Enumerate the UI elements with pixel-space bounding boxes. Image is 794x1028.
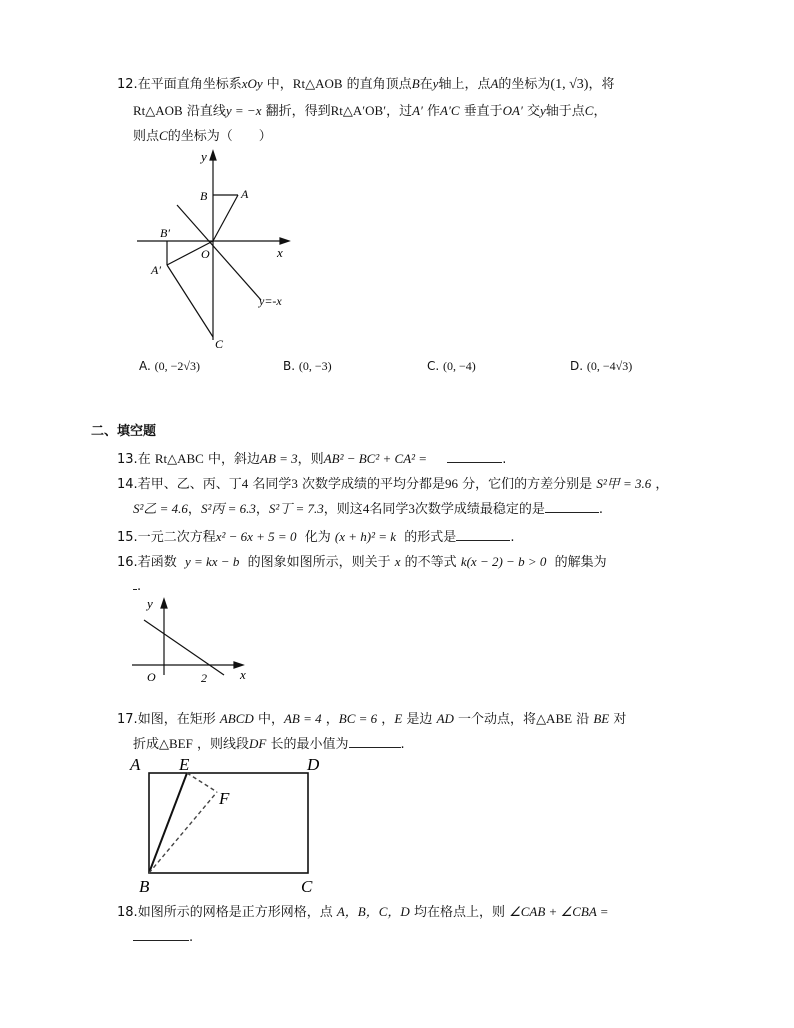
q15: 15.一元二次方程x² − 6x + 5 = 0 化为 (x + h)² = k 的形式是 . [117, 529, 515, 545]
q17-line1: 17.如图，在矩形 ABCD 中，AB = 4 ，BC = 6 ，E 是边 AD 一个动点，将△ABE 沿 BE 对 [117, 711, 627, 727]
q12-label-O: O [201, 247, 210, 261]
q16-figure [128, 593, 253, 688]
q12-label-A: A [241, 187, 249, 201]
q12-option-a[interactable]: A. (0, −2√3) [139, 359, 200, 373]
q12-line-y-neg-x [177, 205, 261, 300]
q18-line1: 18.如图所示的网格是正方形网格，点 A，B，C，D 均在格点上，则 ∠CAB + ∠CBA = [117, 904, 609, 920]
q12-number: 12. [117, 77, 138, 92]
q14-line1: 14.若甲、乙、丙、丁4 名同学3 次数学成绩的平均分都是96 分，它们的方差分别是 S²甲 = 3.6 ， [117, 476, 669, 492]
q16-label-y: y [147, 596, 153, 611]
q12-label-Ap: A′ [151, 263, 161, 277]
q12-label-B: B [200, 189, 208, 203]
q12-segment-Ap-C [167, 265, 213, 337]
q17-segment-BE [149, 773, 187, 873]
q12-label-Bp: B′ [160, 226, 170, 240]
q12-x-arrow [280, 238, 289, 244]
q17-label-C: C [301, 877, 313, 896]
q12-label-line: y=-x [259, 294, 282, 308]
q12-label-y: y [201, 149, 207, 164]
q13-answer-blank[interactable] [447, 450, 502, 463]
q18-line2: . [133, 928, 193, 947]
q16-y-arrow [161, 599, 167, 608]
q18-answer-blank[interactable] [133, 928, 189, 941]
q16: 16.若函数 y = kx − b 的图象如图所示，则关于 x 的不等式 k(x − 2) − b > 0 的解集为 [117, 554, 607, 570]
q17-label-A: A [130, 755, 141, 774]
q12-option-d[interactable]: D. (0, −4√3) [570, 359, 633, 373]
q17-label-D: D [307, 755, 320, 774]
q12-figure [125, 145, 305, 355]
q12-segment-AO [213, 195, 238, 241]
q16-label-two: 2 [201, 671, 207, 685]
q12-line2: Rt△AOB 沿直线y = −x 翻折，得到Rt△A′OB′，过A′ 作A′C 垂直于OA′ 交y轴于点C， [133, 103, 607, 119]
q16-line2: . [133, 577, 141, 596]
section-title: 二、填空题 [91, 424, 157, 439]
q12-y-arrow [210, 151, 216, 160]
q14-answer-blank[interactable] [545, 500, 599, 513]
q17-segment-BF [149, 792, 217, 873]
q14-line2: S²乙 = 4.6，S²丙 = 6.3，S²丁 = 7.3，则这4名同学3次数学成绩最稳定的是 . [133, 501, 603, 517]
q13: 13.在 Rt△ABC 中，斜边AB = 3，则AB² − BC² + CA² = . [117, 451, 507, 467]
q17-label-E: E [179, 755, 190, 774]
q15-answer-blank[interactable] [456, 528, 510, 541]
q17-figure [128, 752, 328, 898]
q17-rectangle [149, 773, 308, 873]
q12-label-C: C [215, 337, 224, 351]
q12-label-x: x [277, 245, 283, 260]
q17-line2: 折成△BEF ，则线段DF 长的最小值为 . [133, 736, 405, 752]
q16-label-O: O [147, 670, 156, 684]
q17-label-B: B [139, 877, 150, 896]
q17-answer-blank[interactable] [349, 735, 401, 748]
q12-option-b[interactable]: B. (0, −3) [283, 359, 332, 373]
q16-function-line [144, 620, 224, 675]
q12-option-c[interactable]: C. (0, −4) [427, 359, 476, 373]
q17-segment-EF [187, 773, 217, 792]
q17-label-F: F [219, 789, 230, 808]
q12-line3: 则点C的坐标为（ ） [133, 128, 272, 144]
q16-label-x: x [240, 667, 246, 682]
q12-line1: 12.在平面直角坐标系xOy 中，Rt△AOB 的直角顶点B在y轴上，点A的坐标为(1, √3)，将 [117, 76, 615, 92]
